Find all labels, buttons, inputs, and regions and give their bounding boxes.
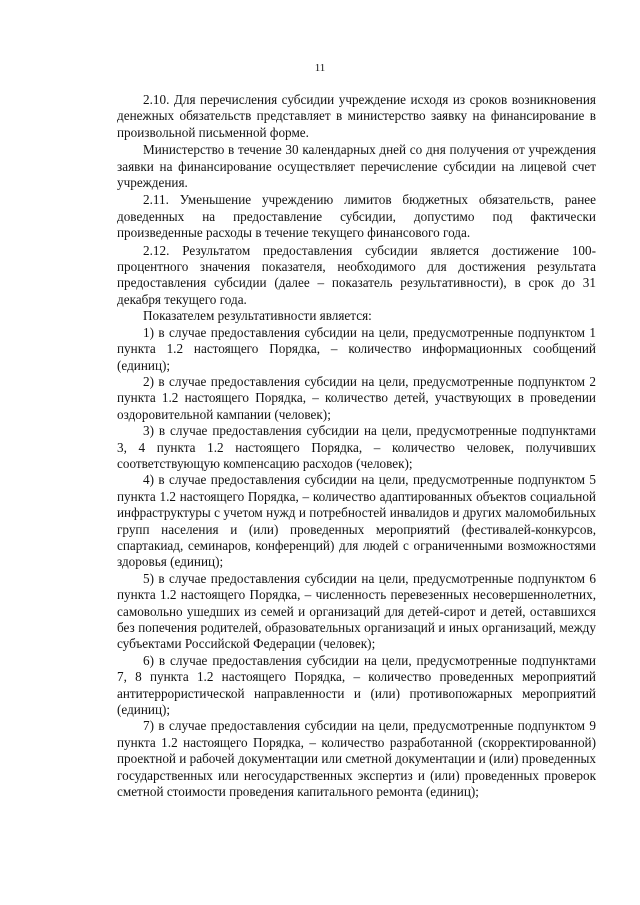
list-item-6: 6) в случае предоставления субсидии на цели, предусмотренные подпунктами 7, 8 пункта 1.2 настоящего Порядка, – количество проведенных мероприятий антитеррористической направленности и (или) противопожарных мероприятий (единиц);: [117, 652, 596, 718]
list-item-2: 2) в случае предоставления субсидии на цели, предусмотренные подпунктом 2 пункта 1.2 настоящего Порядка, – количество детей, участвующих в проведении оздоровительной кампании (человек);: [117, 373, 596, 422]
list-item-5: 5) в случае предоставления субсидии на цели, предусмотренные подпунктом 6 пункта 1.2 настоящего Порядка, – численность перевезенных несовершеннолетних, самовольно ушедших из семей и организаций для детей-сирот и детей, оставшихся без попечения родителей, образовательных организаций и иных организаций, между субъектами Российской Федерации (человек);: [117, 570, 596, 652]
list-item-4: 4) в случае предоставления субсидии на цели, предусмотренные подпунктом 5 пункта 1.2 настоящего Порядка, – количество адаптированных объектов социальной инфраструктуры с учетом нужд и потребностей инвалидов и других маломобильных групп населения и (или) проведенных мероприятий (фестивалей-конкурсов, спартакиад, семинаров, конференций) для людей с ограниченными возможностями здоровья (единиц);: [117, 472, 596, 570]
paragraph-2-11: 2.11. Уменьшение учреждению лимитов бюджетных обязательств, ранее доведенных на предоставление субсидии, допустимо под фактически произведенные расходы в течение текущего финансового года.: [117, 192, 596, 241]
page-number: 11: [314, 62, 326, 74]
paragraph-ministry-transfer: Министерство в течение 30 календарных дней со дня получения от учреждения заявки на финансирование осуществляет перечисление субсидии на лицевой счет учреждения.: [117, 142, 596, 191]
list-item-1: 1) в случае предоставления субсидии на цели, предусмотренные подпунктом 1 пункта 1.2 настоящего Порядка, – количество информационных сообщений (единиц);: [117, 324, 596, 373]
document-body: [117, 92, 596, 800]
paragraph-2-12: 2.12. Результатом предоставления субсидии является достижение 100-процентного значения показателя, необходимого для достижения результата предоставления субсидии (далее – показатель результативности), в срок до 31 декабря текущего года.: [117, 242, 596, 307]
paragraph-2-10: 2.10. Для перечисления субсидии учреждение исходя из сроков возникновения денежных обязательств представляет в министерство заявку на финансирование в произвольной письменной форме.: [117, 92, 596, 140]
list-item-7: 7) в случае предоставления субсидии на цели, предусмотренные подпунктом 9 пункта 1.2 настоящего Порядка, – количество разработанной (скорректированной) проектной и рабочей документации или сметной документации и (или) проведенных государственных или негосударственных экспертиз и (или) проведенных проверок сметной стоимости проведения капитального ремонта (единиц);: [117, 718, 596, 800]
paragraph-indicator-intro: Показателем результативности является:: [143, 308, 372, 324]
list-item-3: 3) в случае предоставления субсидии на цели, предусмотренные подпунктами 3, 4 пункта 1.2 настоящего Порядка, – количество человек, получивших соответствующую компенсацию расходов (человек);: [117, 423, 596, 471]
